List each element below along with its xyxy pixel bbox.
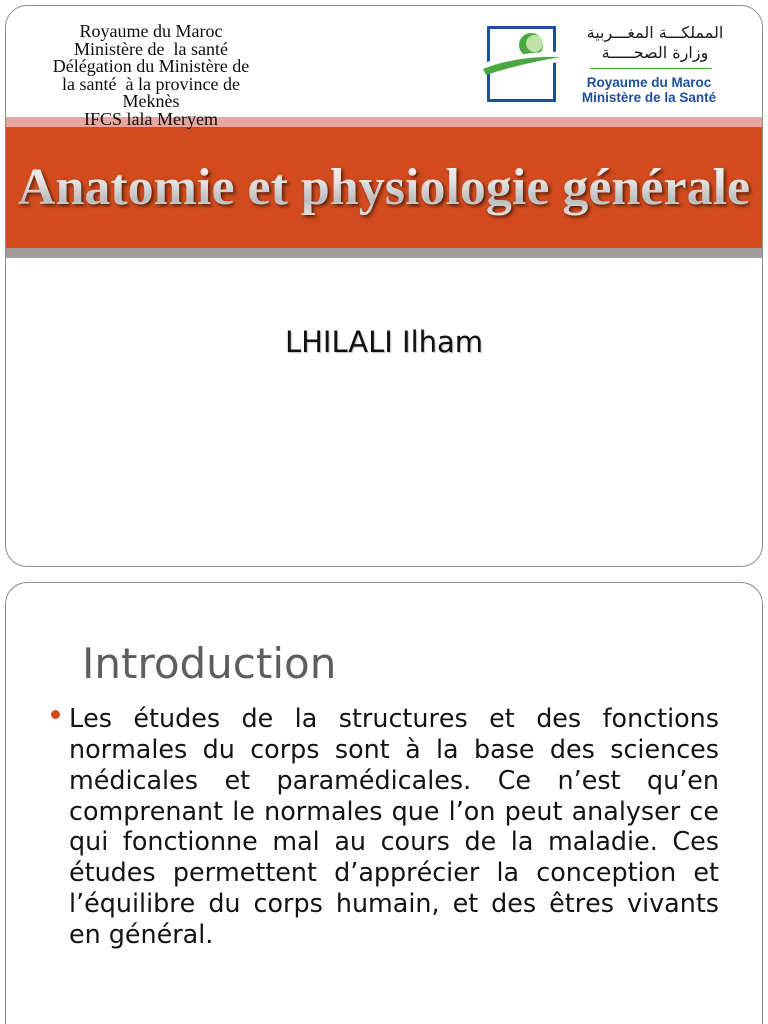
logo-french-text: [554, 75, 744, 105]
logo-country-name: Royaume du Maroc: [586, 74, 712, 90]
institution-line: Ministère de la santé: [74, 38, 228, 59]
institution-line: Délégation du Ministère de: [52, 56, 250, 77]
bullet-icon: [51, 710, 60, 719]
title-band-bottom-strip: [6, 248, 762, 258]
institution-line: IFCS lala Meryem: [84, 108, 218, 129]
institution-line: Meknès: [122, 91, 180, 112]
bullet-text: Les études de la structures et des fonctions normales du corps sont à la base des sciences médicales et paramédicales. Ce n’est qu’en comprenant le normales que l’on peut analyser ce qui fonctionne mal au cours de la maladie. Ces études permettent d’apprécier la conception et l’équilibre du corps humain, et des êtres vivants en général.: [69, 703, 719, 949]
institution-line: Royaume du Maroc: [79, 21, 223, 41]
institution-line: la santé à la province de: [62, 73, 240, 94]
slide-introduction: [5, 582, 763, 1024]
institution-block: [20, 23, 282, 129]
logo-arabic-line: وزارة الصحـــــة: [601, 42, 709, 62]
slide-title: [5, 5, 763, 567]
slide-heading: Introduction: [82, 638, 337, 688]
author-name: LHILALI Ilham: [284, 325, 484, 359]
logo-arabic-line: المملكـــة المغـــربية: [586, 23, 724, 42]
logo-divider: [590, 68, 712, 69]
logo-ministry-name: Ministère de la Santé: [581, 89, 717, 105]
logo-arabic-text: [560, 23, 750, 62]
ministry-logo-icon: [480, 20, 564, 106]
logo-crescent-inner: [526, 35, 543, 52]
title-band: [6, 127, 762, 248]
presentation-title: Anatomie et physiologie générale: [17, 158, 751, 216]
